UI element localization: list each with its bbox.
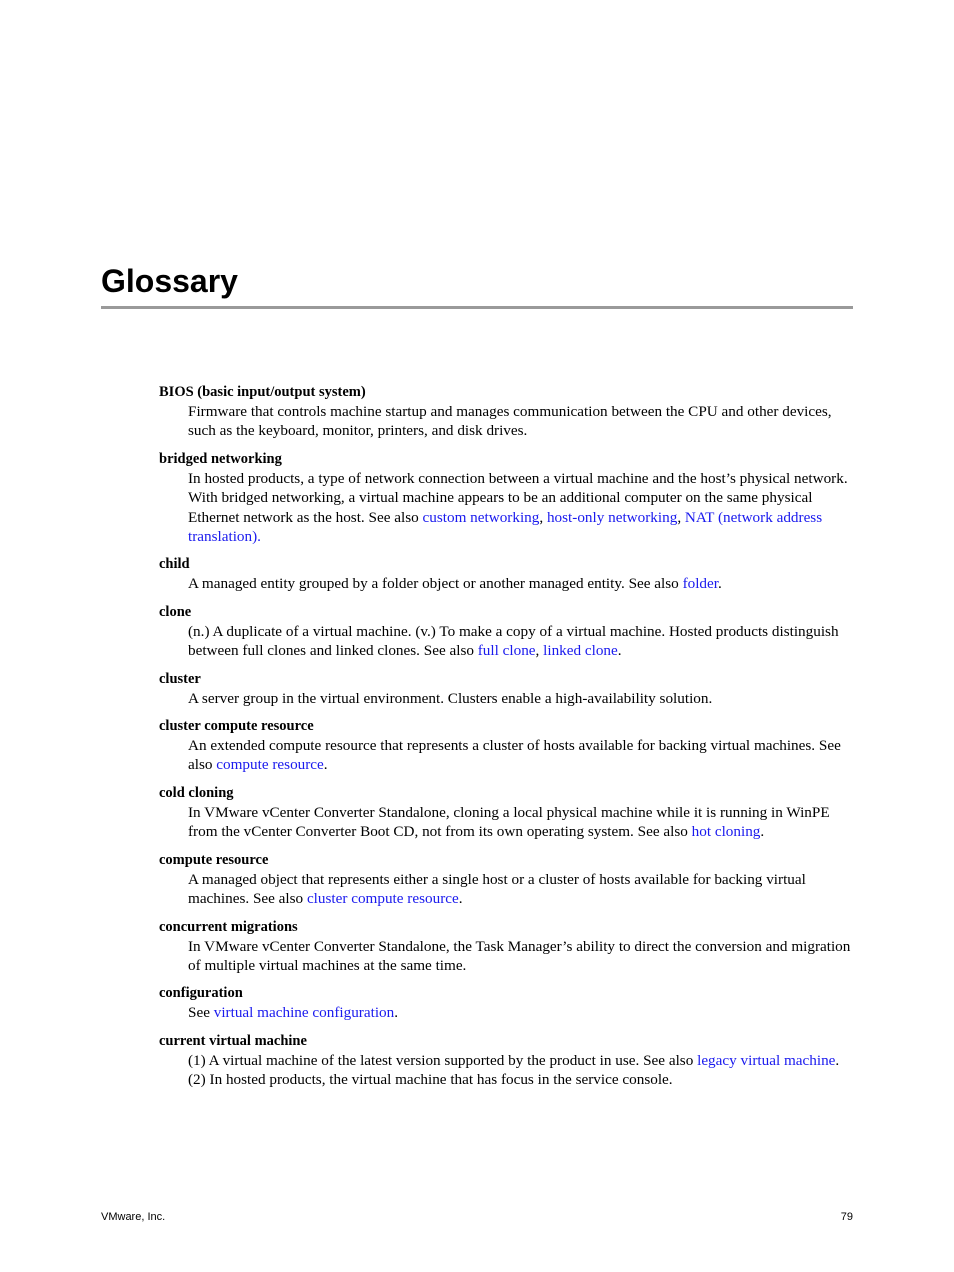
glossary-definition <box>188 1051 853 1090</box>
definition-text: A managed entity grouped by a folder object or another managed entity. See also <box>188 575 683 593</box>
cross-reference-link[interactable]: hot cloning <box>691 823 761 841</box>
definition-text: , <box>535 642 544 660</box>
glossary-term: cluster compute resource <box>159 718 314 735</box>
definition-text: . <box>458 890 463 908</box>
definition-text: . <box>718 575 722 593</box>
glossary-definition <box>188 469 853 547</box>
definition-text: See <box>188 1004 214 1022</box>
glossary-term: configuration <box>159 985 243 1002</box>
definition-text: (n.) A duplicate of a virtual machine. (v.) To make a copy of a virtual machine. Hosted products distinguish between full clones and linked clones. See also <box>188 622 839 660</box>
definition-text: In VMware vCenter Converter Standalone, cloning a local physical machine while it is running in WinPE from the vCenter Converter Boot CD, not from its own operating system. See also <box>188 803 830 841</box>
definition-text: . <box>323 756 328 774</box>
definition-text: In VMware vCenter Converter Standalone, the Task Manager’s ability to direct the conversion and migration of multiple virtual machines at the same time. <box>188 937 851 974</box>
glossary-list <box>159 383 853 1099</box>
cross-reference-link[interactable]: full clone <box>477 642 536 660</box>
footer-page-number: 79 <box>840 1211 853 1223</box>
glossary-definition <box>188 736 853 775</box>
glossary-entry <box>159 383 853 441</box>
cross-reference-link[interactable]: NAT (network address translation). <box>188 508 823 546</box>
glossary-entry <box>159 603 853 661</box>
cross-reference-link[interactable]: virtual machine configuration <box>213 1004 395 1022</box>
glossary-term: BIOS (basic input/output system) <box>159 384 366 400</box>
glossary-definition <box>188 1003 853 1022</box>
definition-text: . <box>394 1004 399 1022</box>
definition-text: . (2) In hosted products, the virtual machine that has focus in the service console. <box>188 1051 840 1089</box>
glossary-term: concurrent migrations <box>159 918 298 935</box>
definition-text: In hosted products, a type of network connection between a virtual machine and the host’s physical network. With bridged networking, a virtual machine appears to be an additional computer on the same physical Ethernet network as the host. See also <box>188 469 848 526</box>
cross-reference-link[interactable]: legacy virtual machine <box>697 1051 836 1069</box>
cross-reference-link[interactable]: linked clone <box>543 642 618 660</box>
glossary-entry <box>159 717 853 775</box>
cross-reference-link[interactable]: folder <box>682 575 718 593</box>
footer-company: VMware, Inc. <box>101 1211 166 1223</box>
glossary-definition <box>188 574 853 593</box>
glossary-definition <box>188 402 853 441</box>
glossary-entry <box>159 1032 853 1090</box>
definition-text: A managed object that represents either a single host or a cluster of hosts available for backing virtual machines. See also <box>188 870 806 908</box>
definition-text: . <box>760 823 765 841</box>
glossary-definition <box>188 937 853 976</box>
glossary-definition <box>188 870 853 909</box>
glossary-entry <box>159 450 853 547</box>
glossary-definition <box>188 622 853 661</box>
glossary-definition <box>188 803 853 842</box>
cross-reference-link[interactable]: host-only networking <box>546 508 678 526</box>
definition-text: . <box>617 642 622 660</box>
glossary-entry <box>159 555 853 593</box>
definition-text: , <box>539 508 547 526</box>
glossary-entry <box>159 851 853 909</box>
cross-reference-link[interactable]: custom networking <box>422 508 540 526</box>
definition-text: A server group in the virtual environment. Clusters enable a high-availability solution. <box>188 689 713 707</box>
glossary-term: compute resource <box>159 851 269 868</box>
definition-text: An extended compute resource that represents a cluster of hosts available for backing virtual machines. See also <box>188 737 841 774</box>
glossary-entry <box>159 918 853 976</box>
glossary-term: clone <box>159 603 192 620</box>
glossary-definition <box>188 689 853 708</box>
title-rule <box>101 306 853 309</box>
definition-text: , <box>677 508 685 526</box>
cross-reference-link[interactable]: compute resource <box>216 756 324 774</box>
glossary-term: bridged networking <box>159 450 282 467</box>
glossary-entry <box>159 984 853 1022</box>
glossary-entry <box>159 670 853 708</box>
glossary-term: cluster <box>159 670 201 687</box>
page-title: Glossary <box>101 263 238 299</box>
glossary-entry <box>159 784 853 842</box>
glossary-term: child <box>159 556 190 573</box>
definition-text: Firmware that controls machine startup and manages communication between the CPU and other devices, such as the keyboard, monitor, printers, and disk drives. <box>188 403 832 440</box>
cross-reference-link[interactable]: cluster compute resource <box>306 890 459 908</box>
definition-text: (1) A virtual machine of the latest version supported by the product in use. See also <box>188 1051 698 1069</box>
glossary-term: current virtual machine <box>159 1032 307 1049</box>
glossary-term: cold cloning <box>159 784 234 801</box>
